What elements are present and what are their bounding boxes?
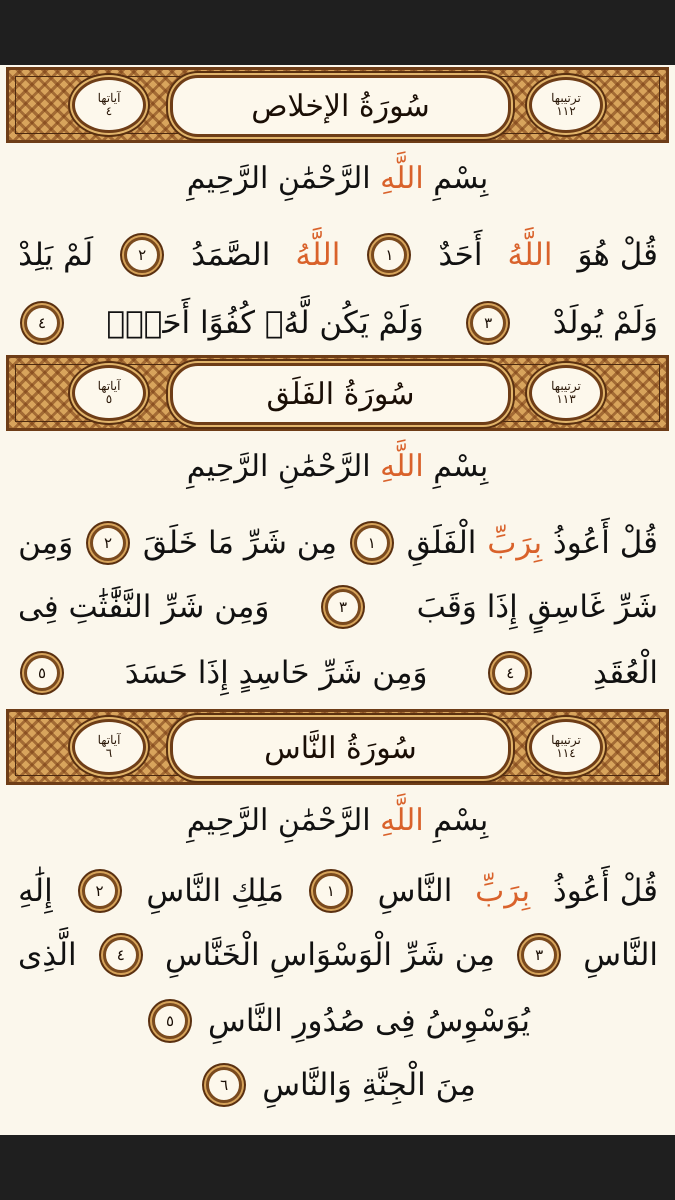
order-number: ١١٤: [556, 746, 576, 760]
surah-title: سُورَةُ الإخلاص: [251, 88, 430, 124]
ayah-number-marker: ٤: [492, 655, 528, 691]
verse-text: الْفَلَقِ: [406, 525, 477, 561]
verse-line: [18, 643, 658, 703]
verse-line: [18, 925, 658, 985]
surah-title: سُورَةُ النَّاس: [264, 730, 417, 766]
bismillah: [0, 161, 675, 196]
verses-medallion: [72, 77, 146, 133]
verse-line: [18, 577, 658, 637]
order-number: ١١٣: [556, 392, 576, 406]
order-label: ترتيبها: [551, 733, 581, 748]
ayah-number-marker: ٥: [24, 655, 60, 691]
verses-number: ٥: [105, 392, 113, 406]
order-number: ١١٢: [556, 104, 576, 118]
ayah-number-marker: ١: [371, 237, 407, 273]
ayah-number-marker: ٣: [325, 589, 361, 625]
verse-text: وَلَمْ يَكُن لَّهُۥ كُفُوًا أَحَدٌۢ: [106, 305, 424, 341]
bismillah-word: الرَّحْمَٰنِ الرَّحِيمِ: [186, 161, 371, 196]
verse-text: قُلْ هُوَ: [577, 237, 658, 273]
verses-medallion: [72, 365, 146, 421]
verse-text: يُوَسْوِسُ فِى صُدُورِ النَّاسِ: [208, 1003, 530, 1039]
order-medallion: [529, 365, 603, 421]
bismillah-word: بِسْمِ: [433, 161, 489, 196]
verse-text-highlight: بِرَبِّ: [475, 873, 531, 909]
verse-text: وَلَمْ يُولَدْ: [552, 305, 658, 341]
bismillah-allah: اللَّهِ: [380, 449, 424, 484]
verse-text: مَلِكِ النَّاسِ: [146, 873, 284, 909]
bismillah: [0, 449, 675, 484]
bismillah-word: بِسْمِ: [433, 449, 489, 484]
verse-text: وَمِن شَرِّ حَاسِدٍ إِذَا حَسَدَ: [124, 655, 428, 691]
verse-line: [18, 991, 658, 1051]
verses-number: ٦: [105, 746, 113, 760]
bismillah-word: الرَّحْمَٰنِ الرَّحِيمِ: [186, 449, 371, 484]
bismillah-allah: اللَّهِ: [380, 161, 424, 196]
verse-text: قُلْ أَعُوذُ: [552, 873, 658, 909]
verse-text-highlight: اللَّهُ: [507, 237, 553, 273]
verse-line: [18, 1055, 658, 1115]
bismillah-word: بِسْمِ: [433, 803, 489, 838]
ayah-number-marker: ١: [354, 525, 390, 561]
ayah-number-marker: ٢: [82, 873, 118, 909]
order-medallion: [529, 719, 603, 775]
bismillah: [0, 803, 675, 838]
mushaf-page: [0, 65, 675, 1135]
verse-text: مِن شَرِّ مَا خَلَقَ: [142, 525, 337, 561]
verse-line: [18, 225, 658, 285]
verse-line: [18, 513, 658, 573]
ayah-number-marker: ٥: [152, 1003, 188, 1039]
surah-title-cartouche: [170, 717, 511, 779]
verses-label: آياتها: [97, 91, 121, 106]
verse-text: وَمِن شَرِّ النَّفَّٰثَٰتِ فِى: [18, 589, 270, 625]
verses-medallion: [72, 719, 146, 775]
verses-number: ٤: [105, 104, 113, 118]
verses-label: آياتها: [97, 379, 121, 394]
order-medallion: [529, 77, 603, 133]
order-label: ترتيبها: [551, 379, 581, 394]
ayah-number-marker: ٤: [24, 305, 60, 341]
surah-title-cartouche: [170, 363, 511, 425]
verse-text: الْعُقَدِ: [593, 655, 658, 691]
surah-header-nas: [0, 707, 675, 787]
verse-text: قُلْ أَعُوذُ: [552, 525, 658, 561]
surah-title: سُورَةُ الفَلَق: [266, 376, 415, 412]
verse-text-highlight: اللَّهُ: [295, 237, 341, 273]
ayah-number-marker: ٣: [470, 305, 506, 341]
verse-text: مِنَ الْجِنَّةِ وَالنَّاسِ: [262, 1067, 476, 1103]
verse-line: [18, 861, 658, 921]
ayah-number-marker: ٦: [206, 1067, 242, 1103]
ayah-number-marker: ٢: [90, 525, 126, 561]
surah-header-falaq: [0, 353, 675, 433]
verse-text: الصَّمَدُ: [191, 237, 271, 273]
bismillah-allah: اللَّهِ: [380, 803, 424, 838]
verse-text: شَرِّ غَاسِقٍ إِذَا وَقَبَ: [416, 589, 658, 625]
verse-text: إِلَٰهِ: [18, 873, 53, 909]
ayah-number-marker: ١: [313, 873, 349, 909]
order-label: ترتيبها: [551, 91, 581, 106]
ayah-number-marker: ٣: [521, 937, 557, 973]
verse-text: وَمِن: [18, 525, 74, 561]
verse-text: الَّذِى: [18, 937, 77, 973]
verse-line: [18, 293, 658, 353]
verse-text: أَحَدٌ: [438, 237, 483, 273]
surah-title-cartouche: [170, 75, 511, 137]
verse-text: لَمْ يَلِدْ: [18, 237, 94, 273]
ayah-number-marker: ٤: [103, 937, 139, 973]
verse-text: النَّاسِ: [377, 873, 453, 909]
verse-text: النَّاسِ: [583, 937, 658, 973]
ayah-number-marker: ٢: [124, 237, 160, 273]
verse-text: مِن شَرِّ الْوَسْوَاسِ الْخَنَّاسِ: [164, 937, 496, 973]
verses-label: آياتها: [97, 733, 121, 748]
verse-text-highlight: بِرَبِّ: [487, 525, 543, 561]
surah-header-ikhlas: [0, 65, 675, 145]
bismillah-word: الرَّحْمَٰنِ الرَّحِيمِ: [186, 803, 371, 838]
